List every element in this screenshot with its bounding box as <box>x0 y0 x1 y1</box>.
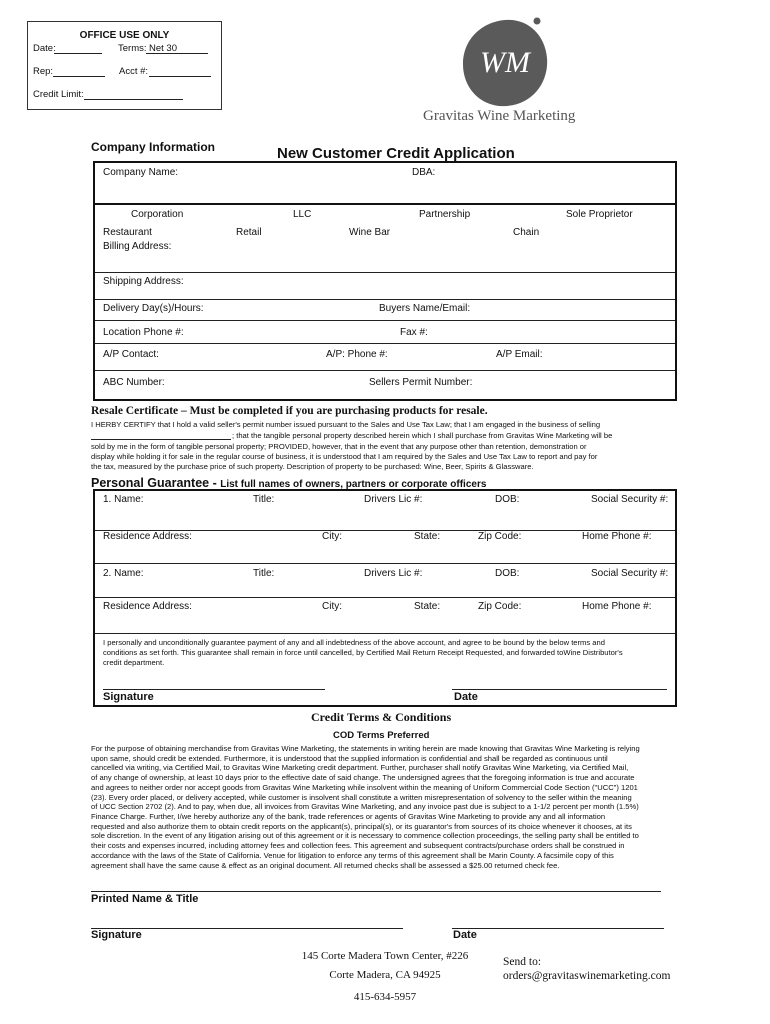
resale-line-1: I HERBY CERTIFY that I hold a valid seller's permit number issued pursuant to the Sales and Use Tax Law; that I am engaged in the business of selling <box>91 420 601 429</box>
terms-line: cancelled via writing, via Certified Mail, to Gravitas Wine Marketing credit department. Further, purchaser shall notify Gravitas Wine Marketing, via Certified Mail, <box>91 763 629 773</box>
shipping-address-field[interactable] <box>95 288 675 298</box>
terms-line: For the purpose of obtaining merchandise from Gravitas Wine Marketing, the statements in writing herein are made knowing that Gravitas Wine Marketing is relying <box>91 744 640 753</box>
resale-line-4: display while holding it for sale in the regular course of business, it is understood that I am required by the Sales and Use Tax Law to report and pay for <box>91 452 598 461</box>
guarantee-statement-2: conditions as set forth. This guarantee shall remain in force until cancelled, by Certified Mail Return Receipt Requested, and forwarded toWine Distributor's <box>103 648 623 657</box>
footer-address-1: 145 Corte Madera Town Center, #226 <box>301 950 469 962</box>
terms-line: their costs and expenses incurred, including attorney fees and collection fees. This agreement and subsequent contracts/purchase orders shall be construed in <box>91 841 625 851</box>
title-1-label: Title: <box>253 494 275 505</box>
footer-email[interactable]: orders@gravitaswinemarketing.com <box>503 970 671 982</box>
drivers-lic-2-label: Drivers Lic #: <box>364 568 423 579</box>
buyers-label: Buyers Name/Email: <box>379 303 471 314</box>
guarantee-subtitle: List full names of owners, partners or corporate officers <box>220 479 487 490</box>
guarantee-title: Personal Guarantee - <box>91 476 221 490</box>
ssn-2-label: Social Security #: <box>591 568 669 579</box>
office-terms-line[interactable] <box>146 53 208 54</box>
terms-line: agreement shall have the same cause & effect as an original document. All returned checks shall be assessed a $25.00 returned check fee. <box>91 860 560 870</box>
logo-monogram: WM <box>480 46 530 79</box>
residence-1-label: Residence Address: <box>103 531 192 542</box>
billing-address-field[interactable] <box>95 253 675 271</box>
dba-label: DBA: <box>412 167 436 178</box>
office-use-title: OFFICE USE ONLY <box>79 30 170 41</box>
guarantee-statement-1: I personally and unconditionally guarantee payment of any and all indebtedness of the above account, and agree to be bound by the below terms and <box>103 638 605 647</box>
name-2-label: 2. Name: <box>103 568 144 579</box>
billing-address-label: Billing Address: <box>103 241 172 252</box>
terms-line: and agrees to neither order nor accept goods from Gravitas Wine Marketing while insolvent within the meaning of Uniform Commercial Code Section ("UCC") 1201 <box>91 782 638 792</box>
divider-1 <box>95 203 675 205</box>
company-name-field[interactable] <box>95 180 675 202</box>
terms-line: accordance with the laws of the State of California. Venue for litigation to enforce any terms of this agreement shall be Marin County. A facsimile copy of this <box>91 850 614 860</box>
divider-2 <box>95 272 675 273</box>
resale-line-3: sold by me in the form of tangible personal property; PROVIDED, however, that in the event that any purpose other than retention, demonstration or <box>91 442 587 451</box>
guarantee-date-line[interactable] <box>452 689 667 690</box>
ssn-1-label: Social Security #: <box>591 494 669 505</box>
g-divider-2 <box>95 563 675 564</box>
terms-line: (23). Every order placed, or delivery accepted, while customer is insolvent shall constitute a written misrepresentation of solvency to the seller within the meaning <box>91 792 632 802</box>
divider-5 <box>95 343 675 344</box>
fax-label: Fax #: <box>400 327 428 338</box>
g-divider-3 <box>95 597 675 598</box>
resale-line-5: the tax, measured by the purchase price of such property. Description of property to be purchased: Wine, Beer, Spirits & Glassware. <box>91 462 534 471</box>
terms-date-line[interactable] <box>452 928 664 929</box>
state-1-label: State: <box>414 531 441 542</box>
terms-line: of UCC Section 2702 (2). And to pay, when due, all invoices from Gravitas Wine Marketing, and any invoice past due is subject to a 1-1/2 percent per month (1.5%) <box>91 802 639 812</box>
shipping-address-label: Shipping Address: <box>103 276 184 287</box>
guarantee-signature-line[interactable] <box>103 689 325 690</box>
guarantee-statement-3: credit department. <box>103 658 165 667</box>
terms-line: upon same, should credit be extended. Furthermore, it is understood that the supplied information is confidential and shall be regarded as continuous until <box>91 753 608 763</box>
guarantee-signature-label: Signature <box>103 691 154 703</box>
page-title: New Customer Credit Application <box>277 145 515 162</box>
divider-4 <box>95 320 675 321</box>
ap-phone-label: A/P: Phone #: <box>326 349 388 360</box>
business-retail[interactable]: Retail <box>236 227 262 238</box>
printed-name-line[interactable] <box>91 891 661 892</box>
abc-number-label: ABC Number: <box>103 377 165 388</box>
office-credit-limit-line[interactable] <box>84 99 183 100</box>
divider-3 <box>95 299 675 300</box>
footer-send-to: Send to: <box>503 956 542 968</box>
home-phone-2-label: Home Phone #: <box>582 601 652 612</box>
business-chain[interactable]: Chain <box>513 227 540 238</box>
printed-name-label: Printed Name & Title <box>91 893 199 905</box>
entity-sole-proprietor[interactable]: Sole Proprietor <box>566 209 633 220</box>
cod-preferred: COD Terms Preferred <box>333 730 430 741</box>
entity-partnership[interactable]: Partnership <box>419 209 471 220</box>
terms-line: of any change of ownership, at least 10 days prior to the effective date of said change. The undersigned agrees that the foregoing information is true and accurate <box>91 773 635 783</box>
terms-paragraph <box>91 744 683 870</box>
gravitas-logo-icon <box>455 12 555 112</box>
office-rep-line[interactable] <box>53 76 105 77</box>
terms-signature-label: Signature <box>91 929 142 941</box>
office-rep-label: Rep: <box>33 66 54 77</box>
divider-6 <box>95 370 675 371</box>
ap-email-label: A/P Email: <box>496 349 543 360</box>
zip-2-label: Zip Code: <box>478 601 522 612</box>
entity-llc[interactable]: LLC <box>293 209 312 220</box>
office-date-label: Date: <box>33 43 56 54</box>
office-credit-limit-label: Credit Limit: <box>33 89 84 100</box>
name-1-label: 1. Name: <box>103 494 144 505</box>
entity-corporation[interactable]: Corporation <box>131 209 184 220</box>
home-phone-1-label: Home Phone #: <box>582 531 652 542</box>
office-date-line[interactable] <box>54 53 102 54</box>
title-2-label: Title: <box>253 568 275 579</box>
terms-line: Finance Charge. Further, I/we hereby authorize any of the bank, trade references or agents of Gravitas Wine Marketing to provide any and all information <box>91 812 606 822</box>
state-2-label: State: <box>414 601 441 612</box>
city-1-label: City: <box>322 531 342 542</box>
office-terms-value: Net 30 <box>149 43 177 54</box>
business-wine-bar[interactable]: Wine Bar <box>349 227 391 238</box>
dob-1-label: DOB: <box>495 494 520 505</box>
residence-2-label: Residence Address: <box>103 601 192 612</box>
terms-line: requested and also authorize them to obtain credit reports on the applicant(s), principal(s), or its guarantor's from sources of its choice whenever it chooses, at its <box>91 821 632 831</box>
dob-2-label: DOB: <box>495 568 520 579</box>
office-acct-line[interactable] <box>149 76 211 77</box>
guarantee-box <box>93 489 677 707</box>
resale-heading: Resale Certificate – Must be completed if you are purchasing products for resale. <box>91 405 488 417</box>
sellers-permit-label: Sellers Permit Number: <box>369 377 473 388</box>
business-restaurant[interactable]: Restaurant <box>103 227 152 238</box>
location-phone-label: Location Phone #: <box>103 327 184 338</box>
company-name-label: Company Name: <box>103 167 179 178</box>
credit-terms-heading: Credit Terms & Conditions <box>311 710 452 724</box>
logo-name: Gravitas Wine Marketing <box>423 108 576 124</box>
zip-1-label: Zip Code: <box>478 531 522 542</box>
company-info-heading: Company Information <box>91 140 216 154</box>
drivers-lic-1-label: Drivers Lic #: <box>364 494 423 505</box>
terms-line: sole discretion. In the event of any litigation arising out of this agreement or it is necessary to commence collection proceedings, the selling party shall be entitled to <box>91 831 639 841</box>
resale-business-line[interactable] <box>91 439 231 440</box>
ap-contact-label: A/P Contact: <box>103 349 159 360</box>
office-acct-label: Acct #: <box>119 66 149 77</box>
office-terms-label: Terms: <box>118 43 147 54</box>
guarantee-date-label: Date <box>454 691 478 703</box>
footer-address-2: Corte Madera, CA 94925 <box>329 969 441 981</box>
resale-line-2: ; that the tangible personal property described herein which I shall purchase from Gravitas Wine Marketing will be <box>232 431 613 440</box>
terms-date-label: Date <box>453 929 477 941</box>
city-2-label: City: <box>322 601 342 612</box>
g-divider-4 <box>95 633 675 634</box>
delivery-label: Delivery Day(s)/Hours: <box>103 303 204 314</box>
footer-phone: 415-634-5957 <box>353 991 417 1003</box>
